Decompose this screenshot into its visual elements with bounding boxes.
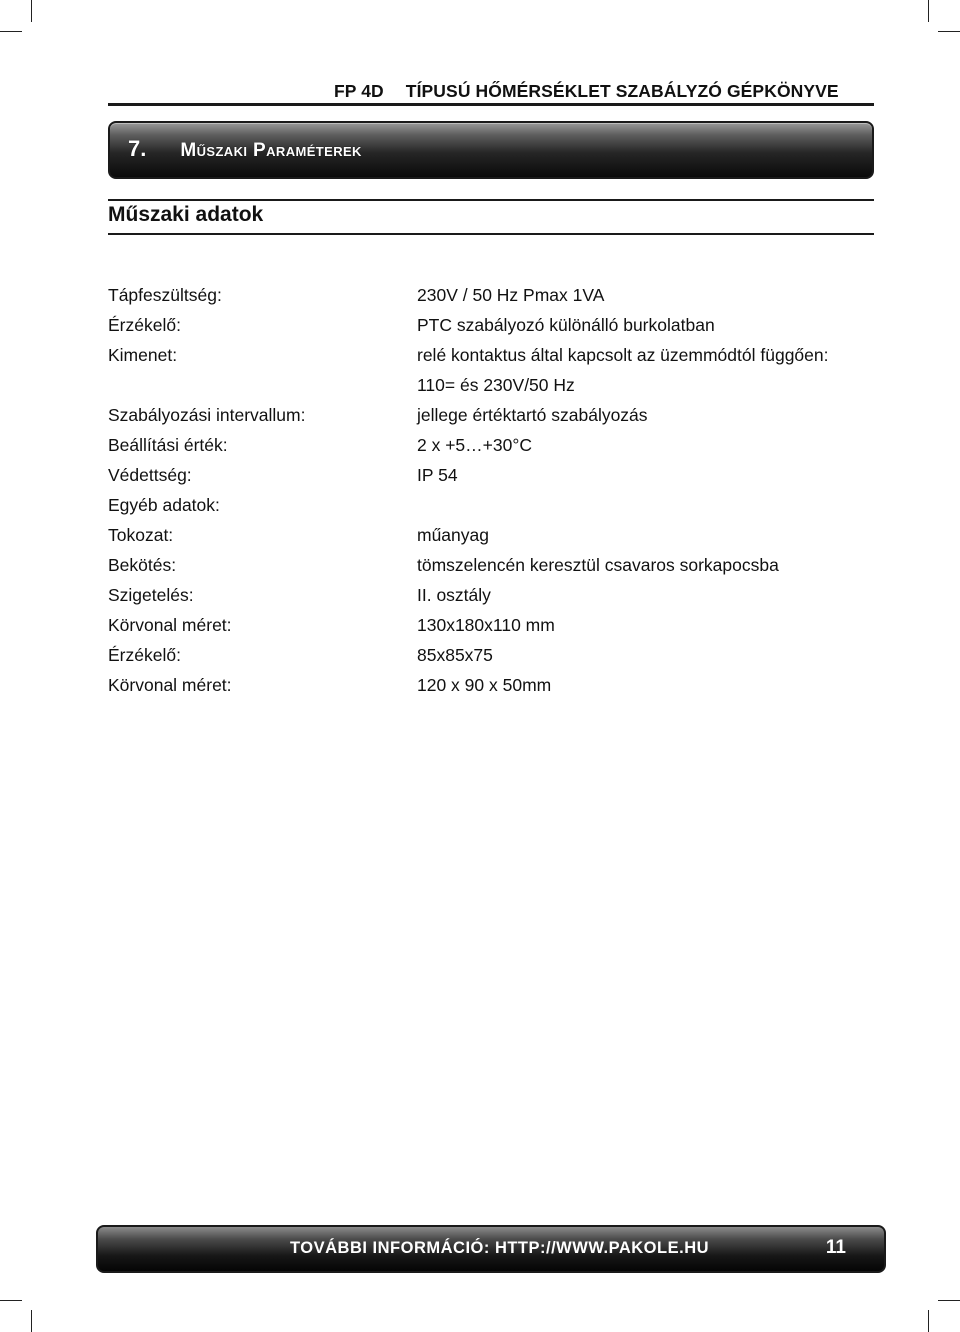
subheading-top-rule [108, 199, 874, 201]
spec-value: relé kontaktus által kapcsolt az üzemmódtól függően: [417, 345, 829, 365]
spec-label: Szabályozási intervallum: [108, 405, 306, 425]
spec-value: 130x180x110 mm [417, 615, 555, 635]
spec-label: Bekötés: [108, 555, 177, 575]
footer-info-link[interactable]: TOVÁBBI INFORMÁCIÓ: HTTP://WWW.PAKOLE.HU [290, 1239, 710, 1257]
crop-mark [928, 0, 929, 22]
spec-value: II. osztály [417, 585, 491, 605]
spec-label: Érzékelő: [108, 645, 181, 665]
crop-mark [0, 31, 22, 32]
spec-value: 230V / 50 Hz Pmax 1VA [417, 285, 605, 305]
subheading: Műszaki adatok [108, 203, 264, 226]
crop-mark [928, 1310, 929, 1332]
spec-label: Beállítási érték: [108, 435, 228, 455]
header-model: FP 4D [334, 81, 384, 101]
section-number: 7. [128, 136, 147, 161]
running-header [334, 81, 876, 102]
header-rule [108, 103, 874, 106]
spec-label: Tápfeszültség: [108, 285, 222, 305]
spec-value: tömszelencén keresztül csavaros sorkapocsba [417, 555, 779, 575]
crop-mark [31, 1310, 32, 1332]
spec-label: Védettség: [108, 465, 192, 485]
spec-label: Körvonal méret: [108, 675, 232, 695]
spec-label: Egyéb adatok: [108, 495, 220, 515]
footer-bar [96, 1225, 886, 1273]
spec-label: Érzékelő: [108, 315, 181, 335]
section-title: Műszaki Paraméterek [180, 140, 362, 161]
spec-label: Kimenet: [108, 345, 178, 365]
crop-mark [938, 31, 960, 32]
spec-value: PTC szabályozó különálló burkolatban [417, 315, 715, 335]
spec-value: műanyag [417, 525, 489, 545]
spec-value: 2 x +5…+30°C [417, 435, 532, 455]
crop-mark [0, 1300, 22, 1301]
page-number: 11 [825, 1237, 846, 1258]
spec-label: Körvonal méret: [108, 615, 232, 635]
spec-value: 110= és 230V/50 Hz [417, 375, 575, 395]
crop-mark [938, 1300, 960, 1301]
spec-value: 85x85x75 [417, 645, 493, 665]
spec-value: IP 54 [417, 465, 458, 485]
subheading-bottom-rule [108, 233, 874, 235]
section-banner [108, 121, 874, 179]
crop-mark [31, 0, 32, 22]
header-title: TÍPUSÚ HŐMÉRSÉKLET SZABÁLYZÓ GÉPKÖNYVE [405, 81, 839, 101]
spec-label: Szigetelés: [108, 585, 194, 605]
spec-label: Tokozat: [108, 525, 174, 545]
spec-value: 120 x 90 x 50mm [417, 675, 552, 695]
spec-value: jellege értéktartó szabályozás [417, 405, 648, 425]
